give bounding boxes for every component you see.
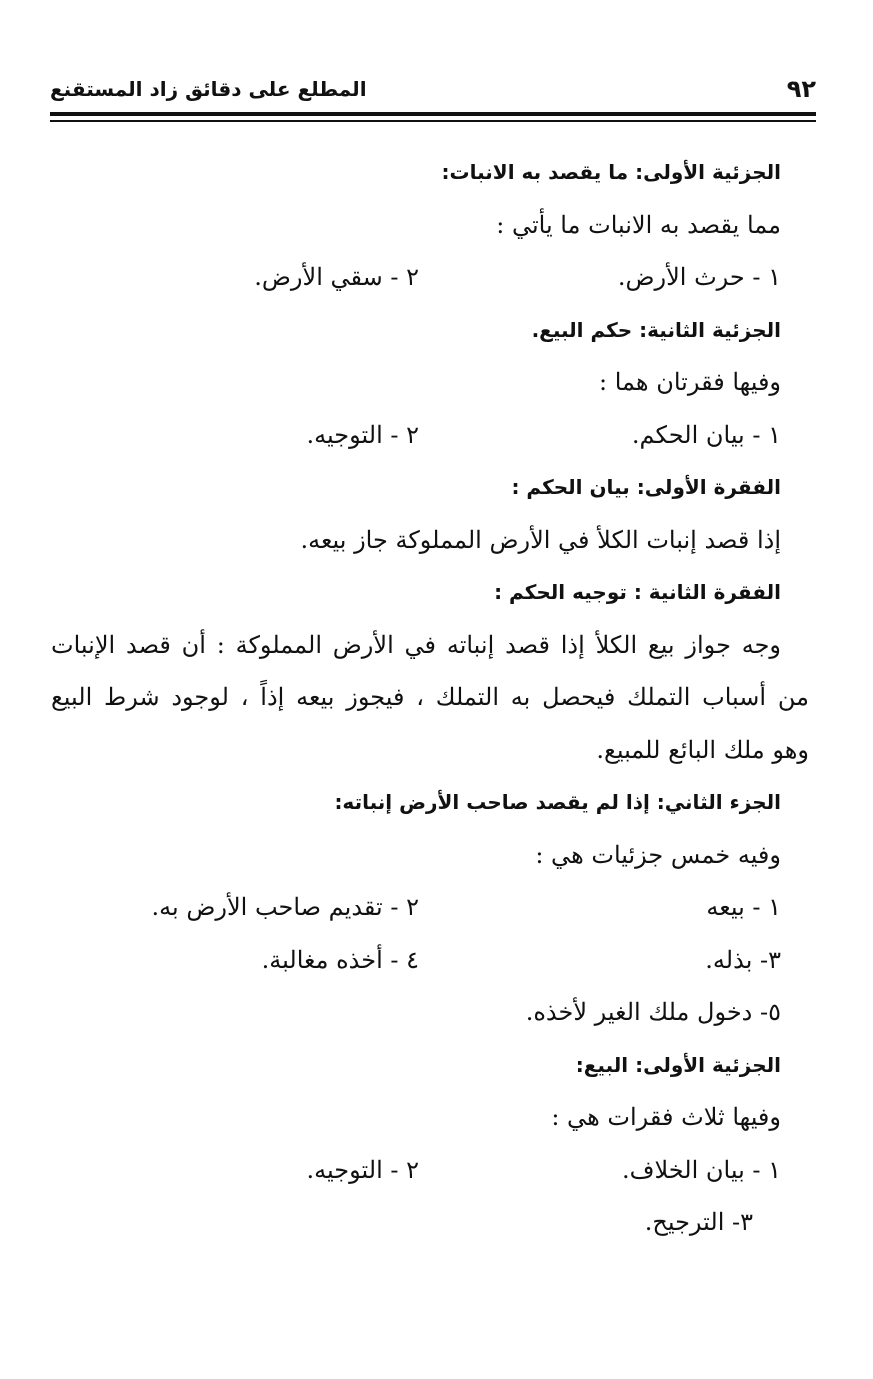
list-row: [51, 934, 781, 987]
body-line: وفيه خمس جزئيات هي :: [535, 840, 781, 869]
list-item: ٢ - سقي الأرض.: [254, 263, 419, 291]
list-item: ٣- بذله.: [705, 945, 781, 974]
list-item: ٢ - تقديم صاحب الأرض به.: [151, 893, 419, 921]
list-row: [51, 409, 781, 462]
header-rule-thick: [50, 112, 816, 116]
list-item: ١ - حرث الأرض.: [617, 263, 781, 291]
paragraph-line: وهو ملك البائع للمبيع.: [596, 735, 809, 764]
list-item: ١ - بيان الخلاف.: [621, 1155, 781, 1184]
body-line: وفيها فقرتان هما :: [599, 368, 781, 396]
section-heading: الجزئية الأولى: ما يقصد به الانبات:: [441, 160, 781, 184]
section-heading: الجزء الثاني: إذا لم يقصد صاحب الأرض إنباته:: [334, 790, 781, 814]
paragraph-line: من أسباب التملك فيحصل به التملك ، فيجوز بيعه إذاً ، لوجود شرط البيع: [51, 683, 809, 711]
running-title: المطلع على دقائق زاد المستقنع: [50, 77, 367, 101]
list-row: [51, 881, 781, 934]
list-item: ٥- دخول ملك الغير لأخذه.: [525, 998, 781, 1026]
page-body: [51, 146, 809, 1249]
paragraph: [51, 619, 809, 777]
list-row: [51, 1144, 781, 1197]
section-heading: الفقرة الثانية : توجيه الحكم :: [494, 580, 781, 604]
section-heading: الفقرة الأولى: بيان الحكم :: [511, 475, 781, 499]
list-item: ١ - بيان الحكم.: [631, 420, 781, 449]
page-number: ٩٢: [786, 75, 816, 103]
body-line: وفيها ثلاث فقرات هي :: [551, 1103, 781, 1131]
list-item: ٣- الترجيح.: [644, 1208, 753, 1236]
list-item: ١ - بيعه: [706, 893, 781, 921]
section-heading: الجزئية الأولى: البيع:: [575, 1052, 781, 1077]
list-row: [51, 251, 781, 304]
list-item: ٤ - أخذه مغالبة.: [261, 945, 419, 974]
paragraph-line: وجه جواز بيع الكلأ إذا قصد إنباته في الأرض المملوكة : أن قصد الإنبات: [51, 630, 781, 659]
list-item: ٢ - التوجيه.: [306, 1155, 419, 1184]
body-line: إذا قصد إنبات الكلأ في الأرض المملوكة جاز بيعه.: [300, 525, 781, 554]
page-header: [50, 72, 816, 106]
header-rule-thin: [50, 120, 816, 122]
body-line: مما يقصد به الانبات ما يأتي :: [496, 210, 781, 239]
section-heading: الجزئية الثانية: حكم البيع.: [531, 317, 781, 342]
list-item: ٢ - التوجيه.: [306, 420, 419, 449]
